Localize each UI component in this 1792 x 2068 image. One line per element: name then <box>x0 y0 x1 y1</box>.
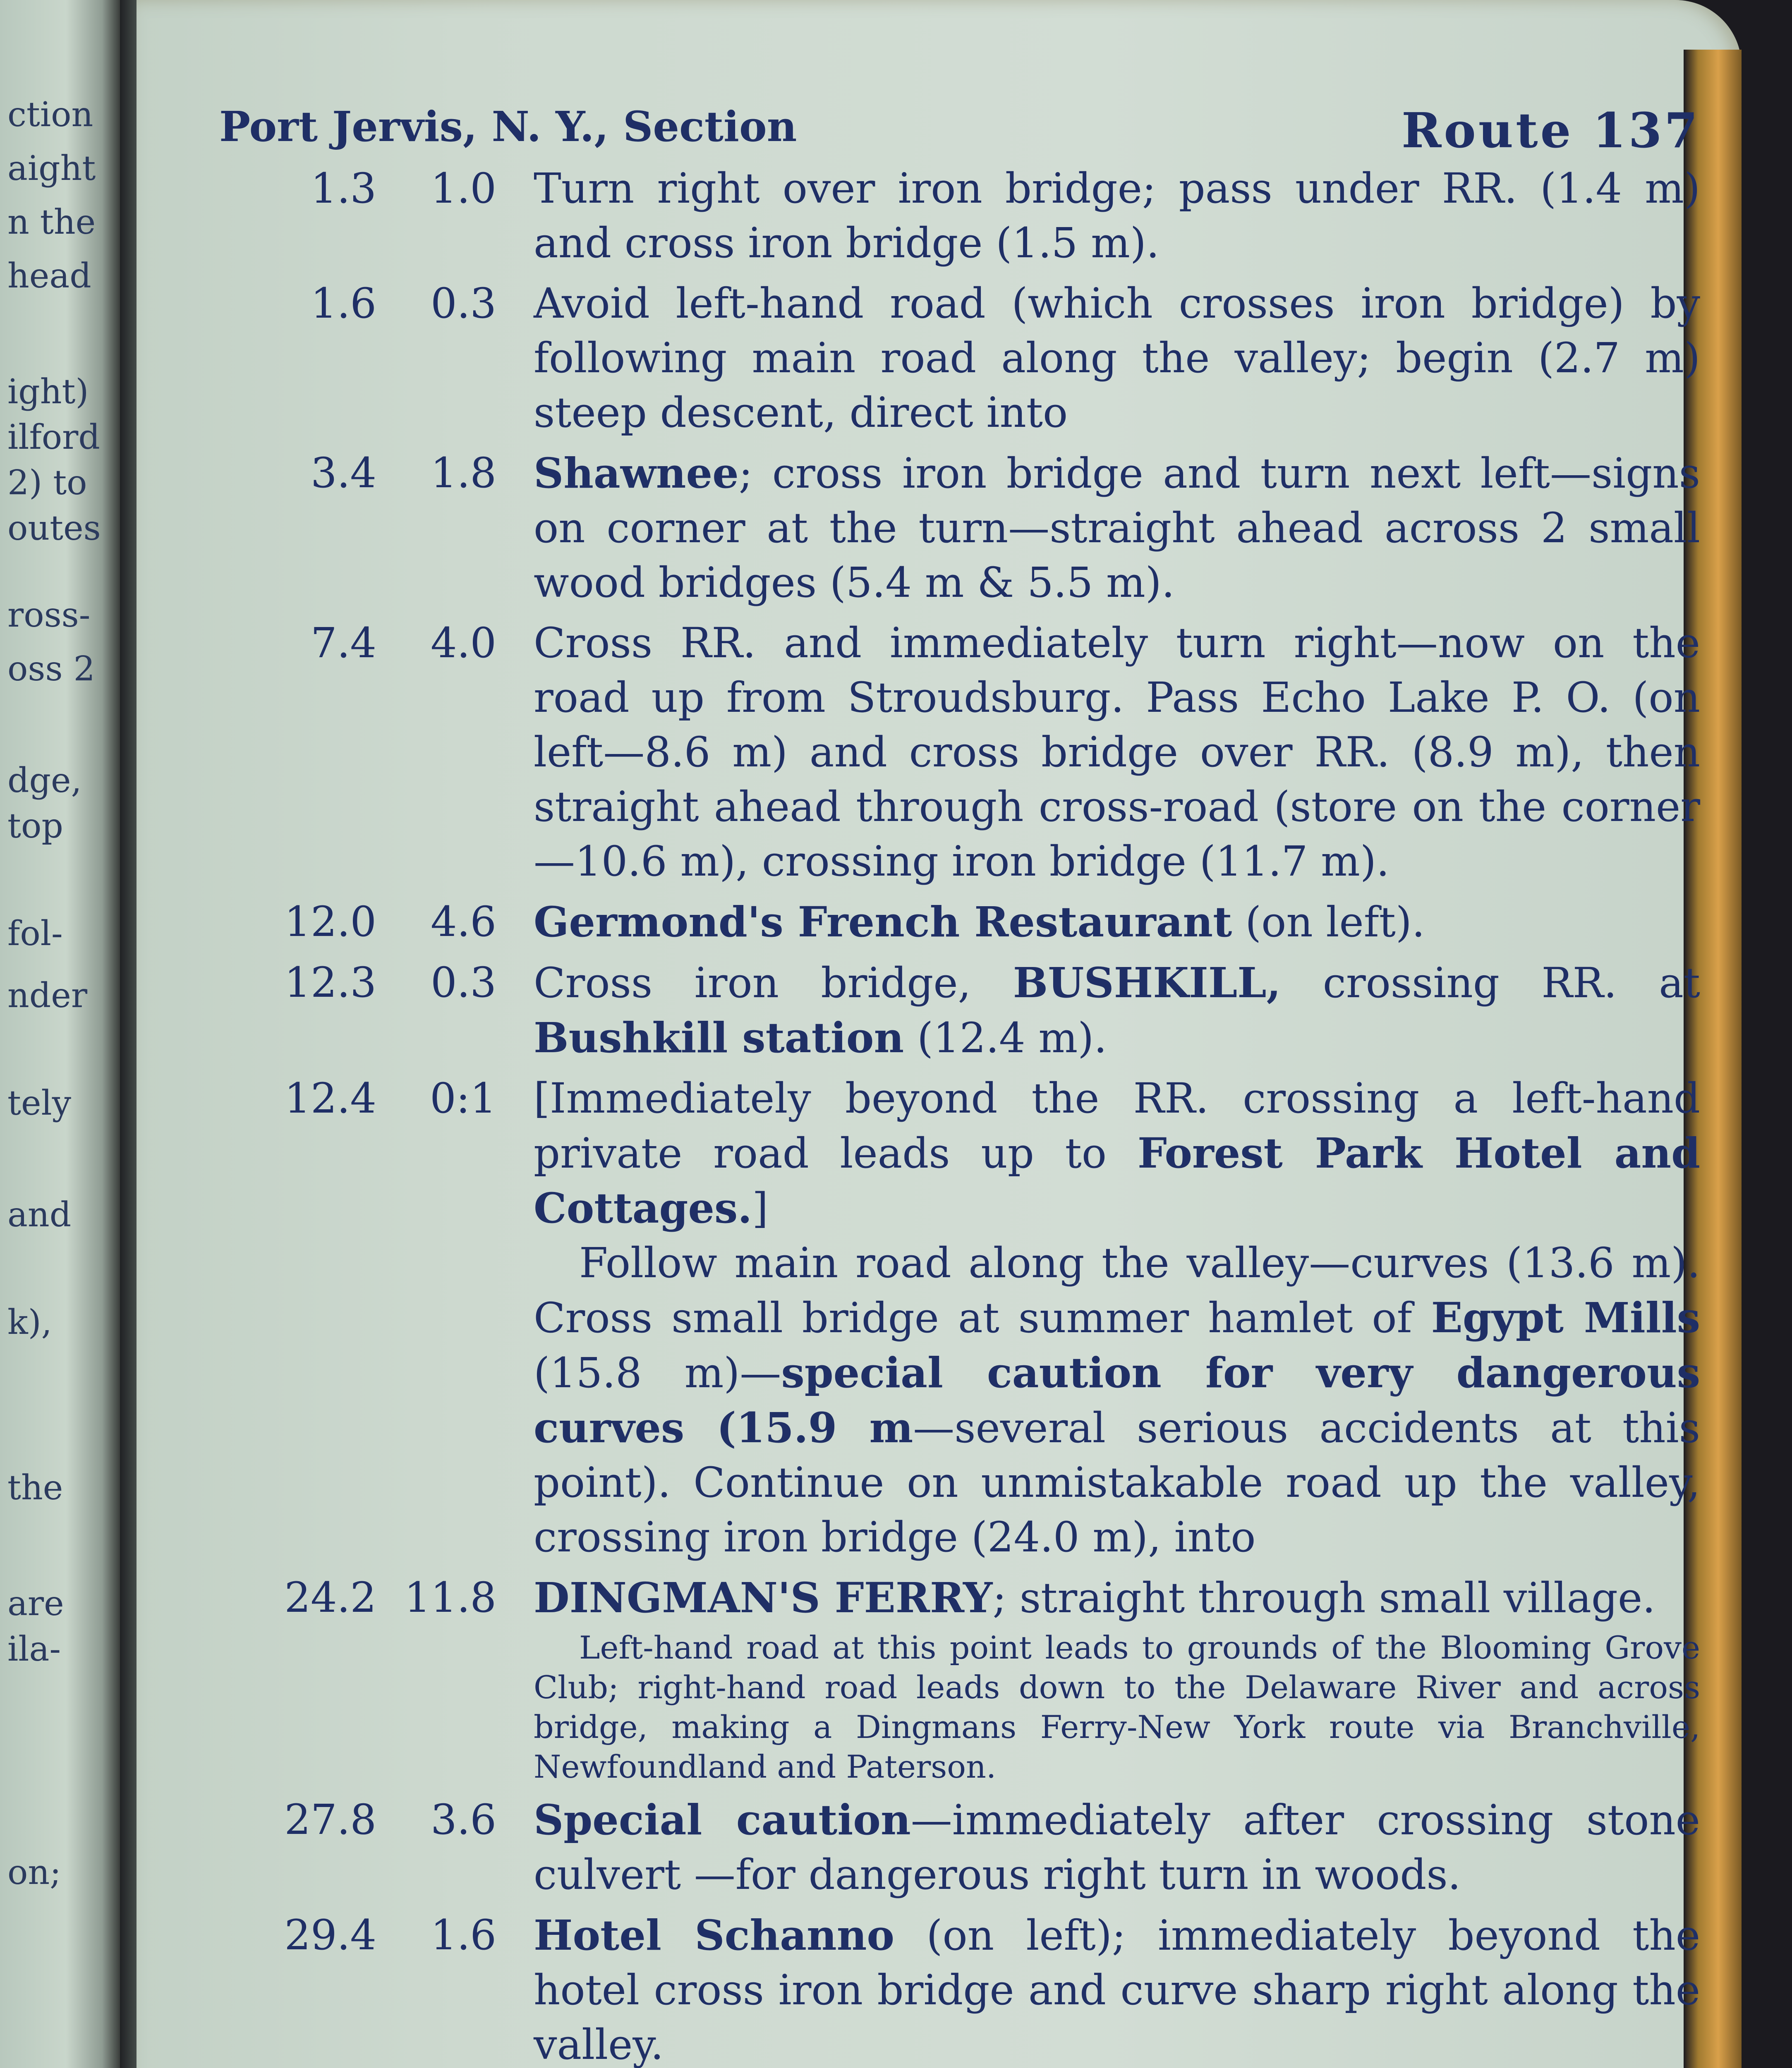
section-title: Port Jervis, N. Y., Section <box>219 102 797 151</box>
cumulative-mileage: 12.4 <box>284 1074 376 1123</box>
direction-text <box>496 446 1700 610</box>
segment-mileage: 4.6 <box>430 898 496 946</box>
direction-text <box>496 1908 1700 2068</box>
route-entry <box>219 1071 1700 1565</box>
route-entry <box>219 955 1700 1065</box>
direction-paragraph: DINGMAN'S FERRY; straight through small village. <box>534 1573 1655 1622</box>
page-header <box>219 99 1700 161</box>
adjacent-page-fragment: oss 2 <box>7 649 95 689</box>
adjacent-page-fragment: ight) <box>7 372 89 412</box>
adjacent-page-fragment: outes <box>7 509 101 548</box>
adjacent-page-fragment: ilford <box>7 418 100 457</box>
page-content <box>219 99 1700 2068</box>
adjacent-page-fragment: nder <box>7 976 88 1015</box>
segment-mileage: 3.6 <box>430 1795 496 1844</box>
segment-mileage: 1.0 <box>430 164 496 213</box>
direction-text <box>496 1793 1700 1902</box>
cumulative-mileage: 24.2 <box>284 1573 376 1622</box>
cumulative-mileage: 1.6 <box>310 279 376 328</box>
segment-mileage: 0.3 <box>430 958 496 1007</box>
adjacent-page-fragment: are <box>7 1584 64 1623</box>
route-entry <box>219 1793 1700 1902</box>
segment-mileage: 0:1 <box>430 1074 496 1123</box>
adjacent-page-fragment: 2) to <box>7 463 87 503</box>
adjacent-page-strip <box>0 0 120 2068</box>
adjacent-page-fragment: n the <box>7 203 96 242</box>
direction-paragraph: Cross iron bridge, BUSHKILL, crossing RR. at Bushkill station (12.4 m). <box>534 958 1700 1062</box>
adjacent-page-fragment: dge, <box>7 761 82 800</box>
direction-text <box>496 1570 1700 1787</box>
direction-text <box>496 955 1700 1065</box>
adjacent-page-fragment: top <box>7 807 63 846</box>
adjacent-page-fragment: on; <box>7 1853 61 1892</box>
route-entry <box>219 895 1700 950</box>
route-number: Route 137 <box>1401 103 1700 159</box>
cumulative-mileage: 29.4 <box>284 1911 376 1959</box>
route-entry <box>219 616 1700 889</box>
book-page <box>137 0 1742 2068</box>
direction-paragraph: Hotel Schanno (on left); immediately beyond the hotel cross iron bridge and curve sharp right along the valley. <box>534 1911 1700 2068</box>
segment-mileage: 0.3 <box>430 279 496 328</box>
segment-mileage: 4.0 <box>430 619 496 667</box>
adjacent-page-fragment: fol- <box>7 914 63 953</box>
side-note: Left-hand road at this point leads to grounds of the Blooming Grove Club; right-hand road leads down to the Delaware River and across bridge, making a Dingmans Ferry-New York route via Branchville, Newfoundland and Paterson. <box>534 1629 1700 1785</box>
segment-mileage: 1.6 <box>430 1911 496 1959</box>
direction-text <box>496 895 1700 950</box>
cumulative-mileage: 1.3 <box>310 164 376 213</box>
route-entry <box>219 1570 1700 1787</box>
direction-text <box>496 1071 1700 1565</box>
direction-paragraph: Turn right over iron bridge; pass under RR. (1.4 m) and cross iron bridge (1.5 m). <box>534 164 1700 267</box>
direction-text <box>496 616 1700 889</box>
route-entries <box>219 161 1700 2068</box>
direction-paragraph: Special caution—immediately after crossing stone culvert —for dangerous right turn in woods. <box>534 1795 1700 1899</box>
direction-text <box>496 161 1700 270</box>
direction-paragraph: Shawnee; cross iron bridge and turn next left—signs on corner at the turn—straight ahead across 2 small wood bridges (5.4 m & 5.5 m). <box>534 449 1700 607</box>
adjacent-page-fragment: aight <box>7 149 96 188</box>
adjacent-page-fragment: ross- <box>7 596 91 635</box>
adjacent-page-fragment: the <box>7 1468 63 1508</box>
adjacent-page-fragment: ction <box>7 95 93 134</box>
cumulative-mileage: 27.8 <box>284 1795 376 1844</box>
adjacent-page-fragment: tely <box>7 1084 72 1123</box>
adjacent-page-fragment: head <box>7 256 91 296</box>
route-entry <box>219 446 1700 610</box>
cumulative-mileage: 12.3 <box>284 958 376 1007</box>
cumulative-mileage: 12.0 <box>284 898 376 946</box>
route-entry <box>219 161 1700 270</box>
route-entry <box>219 1908 1700 2068</box>
direction-paragraph: Follow main road along the valley—curves (13.6 m). Cross small bridge at summer hamlet of Egypt Mills (15.8 m)—special caution for very dangerous curves (15.9 m—several serious accidents at this point). Continue on unmistakable road up the valley, crossing iron bridge (24.0 m), into <box>534 1239 1700 1561</box>
direction-text <box>496 276 1700 440</box>
cumulative-mileage: 3.4 <box>310 449 376 497</box>
direction-paragraph: Cross RR. and immediately turn right—now on the road up from Stroudsburg. Pass Echo Lake P. O. (on left—8.6 m) and cross bridge over RR. (8.9 m), then straight ahead through cross-road (store on the corner—10.6 m), crossing iron bridge (11.7 m). <box>534 619 1700 886</box>
adjacent-page-fragment: ila- <box>7 1630 61 1669</box>
segment-mileage: 1.8 <box>430 449 496 497</box>
direction-paragraph: Avoid left-hand road (which crosses iron bridge) by following main road along the valley; begin (2.7 m) steep descent, direct into <box>534 279 1700 437</box>
segment-mileage: 11.8 <box>404 1573 496 1622</box>
direction-paragraph: [Immediately beyond the RR. crossing a left-hand private road leads up to Forest Park Hotel and Cottages.] <box>534 1074 1701 1233</box>
adjacent-page-fragment: k), <box>7 1303 52 1342</box>
route-entry <box>219 276 1700 440</box>
cumulative-mileage: 7.4 <box>310 619 376 667</box>
adjacent-page-fragment: and <box>7 1195 72 1235</box>
direction-paragraph: Germond's French Restaurant (on left). <box>534 898 1425 946</box>
